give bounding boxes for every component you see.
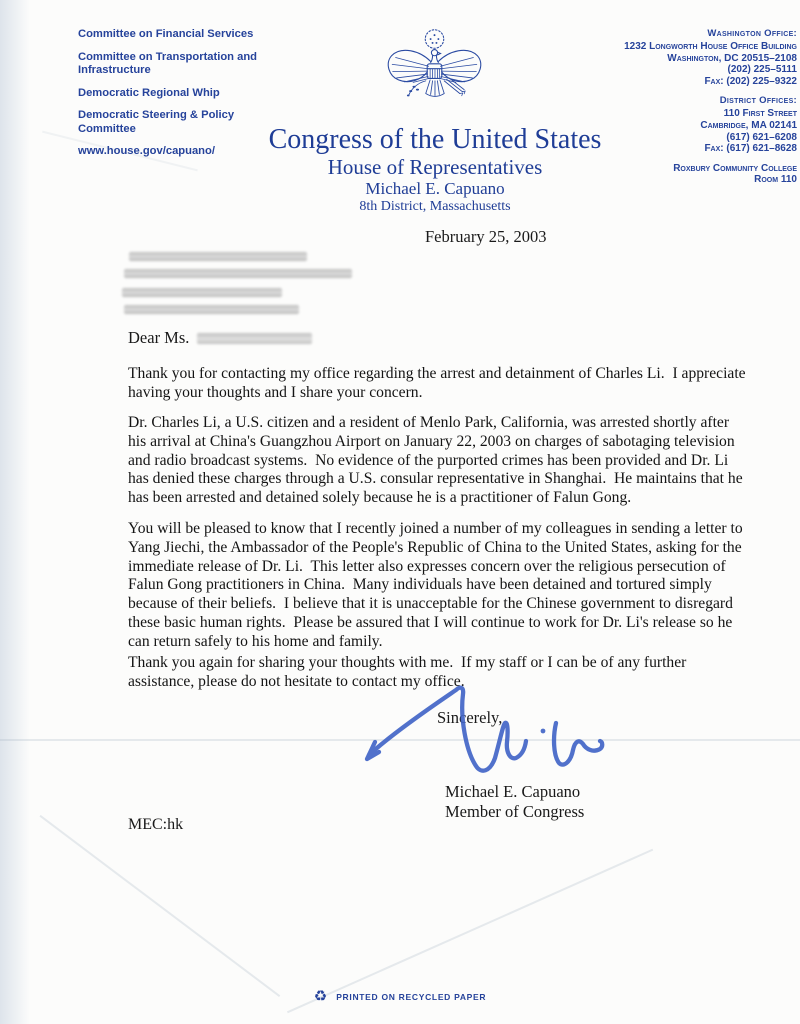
district-label: 8th District, Massachusetts: [359, 199, 511, 214]
letter-date: February 25, 2003: [425, 227, 547, 246]
office-address-line: Roxbury Community College: [673, 162, 797, 174]
paragraph: [128, 365, 746, 403]
office-phone: (202) 225–5111: [727, 64, 797, 76]
salutation: [128, 328, 312, 348]
washington-office-heading: Washington Office:: [707, 28, 797, 39]
body-line: can return safely to his home and family.: [128, 632, 383, 650]
paragraph: [128, 654, 686, 692]
office-address-line: 110 First Street: [723, 108, 797, 120]
office-phone: (617) 621–6208: [726, 131, 797, 143]
body-line: assistance, please do not hesitate to contact my office.: [128, 672, 465, 690]
body-line: immediate release of Dr. Li. This letter also expresses concern over the religious persecution of: [128, 557, 726, 575]
body-line: Dr. Charles Li, a U.S. citizen and a resident of Menlo Park, California, was arrested shortly after: [128, 414, 730, 431]
committee-item: Committee on Financial Services: [78, 28, 254, 40]
district-offices-heading: District Offices:: [719, 95, 797, 107]
body-line: these basic human rights. Please be assured that I will continue to work for Dr. Li's release so he: [128, 613, 733, 631]
redacted-address-line: [124, 305, 299, 314]
office-fax: Fax: (617) 621–8628: [704, 143, 797, 155]
body-line: because of their beliefs. I believe that it is unacceptable for the Chinese government to disregard: [128, 595, 733, 613]
paragraph: [128, 414, 743, 508]
member-name: Michael E. Capuano: [365, 179, 505, 198]
redacted-address-line: [129, 252, 307, 261]
body-line: You will be pleased to know that I recently joined a number of my colleagues in sending a letter to: [128, 520, 743, 537]
redacted-address-line: [122, 288, 282, 297]
body-line: Yang Jiechi, the Ambassador of the People's Republic of China to the United States, asking for the: [128, 538, 742, 556]
body-line: Thank you again for sharing your thoughts with me. If my staff or I can be of any further: [128, 654, 687, 671]
congress-title: Congress of the United States: [268, 124, 602, 155]
signer-title: Member of Congress: [445, 802, 585, 821]
paper-crease: [40, 815, 280, 997]
footer: [0, 989, 800, 1004]
recycled-paper-label: PRINTED ON RECYCLED PAPER: [336, 991, 487, 1002]
office-fax: Fax: (202) 225–9322: [704, 75, 797, 87]
letterhead-center: [135, 124, 735, 215]
closing: Sincerely,: [437, 708, 503, 727]
office-address-line: Washington, DC 20515–2108: [667, 52, 797, 64]
paper-crease: [0, 739, 800, 741]
recycle-icon: ♻: [313, 987, 328, 1005]
office-address-line: Cambridge, MA 02141: [700, 119, 797, 131]
committee-item: Committee on Transportation and Infrastructure: [78, 50, 258, 76]
body-line: has been arrested and detained solely because he is a practitioner of Falun Gong.: [128, 489, 632, 507]
office-address-line: Room 110: [754, 174, 797, 186]
reference-initials: MEC:hk: [128, 816, 184, 833]
signer-name: Michael E. Capuano: [445, 782, 581, 801]
committee-item: Democratic Regional Whip: [78, 86, 220, 99]
website-url: www.house.gov/capuano/: [78, 145, 215, 157]
salutation-text: Dear Ms.: [128, 328, 190, 347]
paragraph: [128, 520, 743, 652]
body-line: Falun Gong practitioners in China. Many individuals have been detained and tortured simply: [128, 576, 712, 594]
house-subtitle: House of Representatives: [327, 155, 543, 179]
great-seal-icon: [381, 24, 488, 128]
office-address-line: 1232 Longworth House Office Building: [624, 41, 797, 52]
body-line: having your thoughts and I share your concern.: [128, 383, 423, 401]
redacted-name: [197, 333, 312, 344]
body-line: has denied these charges through a U.S. consular representative in Shanghai. He maintains that he: [128, 470, 743, 488]
body-line: Thank you for contacting my office regarding the arrest and detainment of Charles Li. I appreciate: [128, 365, 746, 382]
committee-item: Democratic Steering & Policy Committee: [78, 109, 235, 135]
redacted-address-line: [124, 269, 352, 278]
body-line: his arrival at China's Guangzhou Airport on January 22, 2003 on charges of sabotaging television: [128, 432, 735, 450]
scan-edge-shadow: [0, 0, 30, 1024]
body-line: and radio broadcast systems. No evidence of the purported crimes has been provided and Dr. Li: [128, 451, 729, 469]
